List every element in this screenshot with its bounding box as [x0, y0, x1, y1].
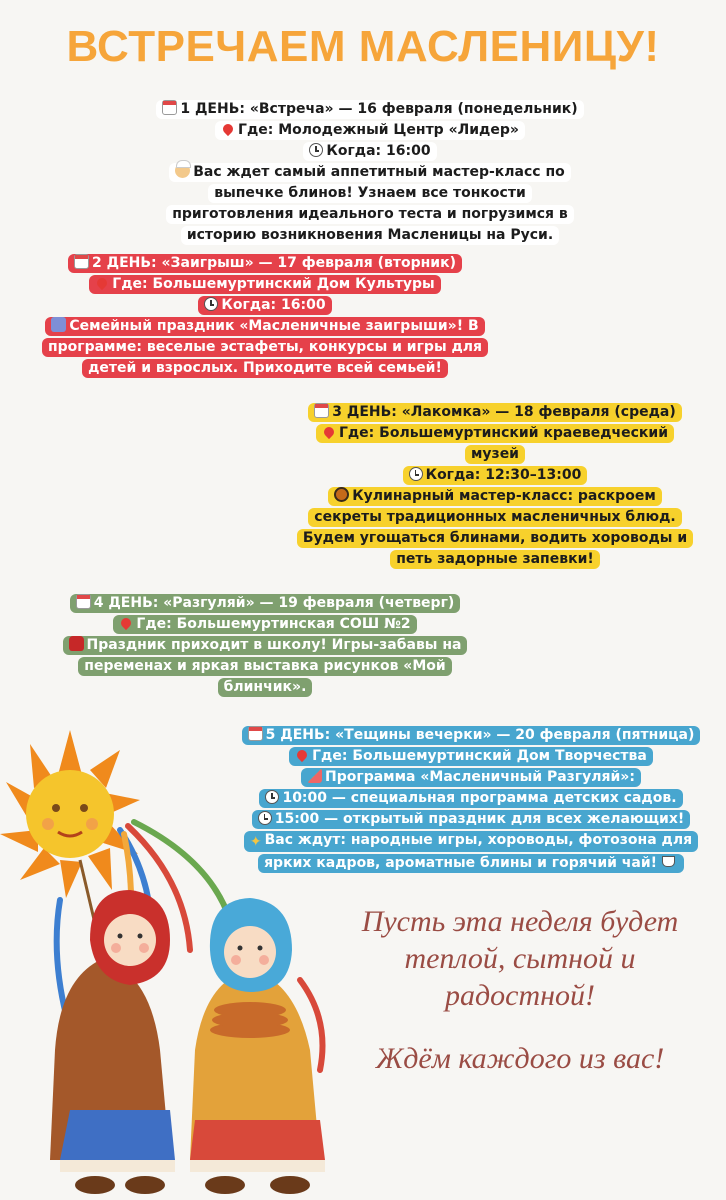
sparkles-icon: ✦	[249, 834, 262, 850]
page-title: ВСТРЕЧАЕМ МАСЛЕНИЦУ!	[66, 22, 660, 71]
calendar-icon	[74, 254, 89, 269]
day-2-where-line	[89, 275, 440, 294]
day-3-where-2: музей	[465, 445, 525, 464]
day-3-desc-2: секреты традиционных масленичных блюд.	[308, 508, 681, 527]
day-3-heading: 3 ДЕНЬ: «Лакомка» — 18 февраля (среда)	[332, 404, 676, 420]
day-4-desc-1: Праздник приходит в школу! Игры-забавы на	[86, 637, 462, 653]
day-3-desc-3: Будем угощаться блинами, водить хороводы и	[297, 529, 693, 548]
family-icon	[51, 317, 66, 332]
pin-icon	[119, 616, 133, 630]
day-3-block	[270, 401, 720, 569]
closing-wish	[330, 903, 710, 1014]
day-4-desc-2: переменах и яркая выставка рисунков «Мой	[78, 657, 451, 676]
pin-icon	[221, 122, 235, 136]
day-4-block	[30, 592, 500, 697]
day-5-desc-1: Вас ждут: народные игры, хороводы, фотозона для	[264, 832, 693, 848]
day-2-when: Когда: 16:00	[221, 297, 326, 313]
clock-icon	[409, 467, 423, 481]
day-5-program: Программа «Масленичный Разгуляй»:	[325, 769, 635, 785]
day-1-desc-4: историю возникновения Масленицы на Руси.	[181, 226, 559, 245]
girl-right	[190, 898, 325, 1194]
day-2-block	[20, 252, 510, 378]
closing-invite: Ждём каждого из вас!	[375, 1042, 665, 1075]
day-4-desc-3: блинчик».	[218, 678, 313, 697]
day-1-heading: 1 ДЕНЬ: «Встреча» — 16 февраля (понедельник)	[180, 101, 578, 117]
pin-icon	[95, 276, 109, 290]
day-2-heading-line	[68, 254, 462, 273]
calendar-icon	[314, 403, 329, 418]
day-5-where: Где: Большемуртинский Дом Творчества	[312, 748, 647, 764]
day-1-desc-3: приготовления идеального теста и погрузимся в	[166, 205, 574, 224]
day-3-where-line	[316, 424, 674, 443]
day-1-desc-line	[169, 163, 571, 182]
day-1-when-line	[303, 142, 436, 161]
day-2-where: Где: Большемуртинский Дом Культуры	[112, 276, 435, 292]
clock-icon	[204, 297, 218, 311]
day-1-desc-2: выпечке блинов! Узнаем все тонкости	[208, 184, 532, 203]
day-2-desc-1: Семейный праздник «Масленичные заигрыши»! В	[69, 318, 479, 334]
day-3-where-1: Где: Большемуртинский краеведческий	[338, 425, 669, 441]
day-1-when: Когда: 16:00	[326, 143, 431, 159]
day-3-desc-4: петь задорные запевки!	[390, 550, 600, 569]
day-5-time-2: 15:00 — открытый праздник для всех желающих!	[274, 811, 685, 827]
backpack-icon	[69, 636, 84, 651]
frying-pan-icon	[334, 487, 349, 502]
day-4-heading-line	[70, 594, 461, 613]
day-2-when-line	[198, 296, 331, 315]
closing-wish-line-2: теплой, сытной и	[404, 942, 636, 975]
day-5-desc-2: ярких кадров, ароматные блины и горячий чай!	[264, 855, 658, 871]
chef-icon	[175, 163, 190, 178]
day-4-desc-line	[63, 636, 468, 655]
day-3-when-line	[403, 466, 588, 485]
day-2-heading: 2 ДЕНЬ: «Заигрыш» — 17 февраля (вторник)	[92, 255, 456, 271]
calendar-icon	[162, 100, 177, 115]
day-3-when: Когда: 12:30–13:00	[425, 467, 582, 483]
maslenitsa-illustration	[0, 730, 360, 1200]
day-1-heading-line	[156, 100, 583, 119]
day-4-heading: 4 ДЕНЬ: «Разгуляй» — 19 февраля (четверг)	[93, 595, 455, 611]
day-3-desc-line	[328, 487, 662, 506]
day-1-where: Где: Молодежный Центр «Лидер»	[238, 122, 519, 138]
day-4-where-line	[113, 615, 416, 634]
day-3-desc-1: Кулинарный мастер-класс: раскроем	[352, 488, 656, 504]
day-5-heading: 5 ДЕНЬ: «Тещины вечерки» — 20 февраля (пятница)	[265, 727, 695, 743]
day-4-where: Где: Большемуртинская СОШ №2	[136, 616, 411, 632]
day-1-desc-1: Вас ждет самый аппетитный мастер-класс по	[193, 164, 565, 180]
hot-drink-icon	[662, 856, 675, 867]
clock-icon	[309, 143, 323, 157]
pin-icon	[322, 425, 336, 439]
girl-left	[50, 890, 175, 1194]
day-5-time-1: 10:00 — специальная программа детских садов.	[282, 790, 677, 806]
day-1-where-line	[215, 121, 525, 140]
sun-illustration	[0, 730, 140, 898]
closing-wish-line-1: Пусть эта неделя будет	[361, 905, 679, 938]
day-2-desc-3: детей и взрослых. Приходите всей семьей!	[82, 359, 448, 378]
day-1-block	[120, 98, 620, 245]
day-3-heading-line	[308, 403, 682, 422]
day-2-desc-line	[45, 317, 484, 336]
calendar-icon	[76, 594, 91, 609]
day-2-desc-2: программе: веселые эстафеты, конкурсы и игры для	[42, 338, 488, 357]
closing-wish-line-3: радостной!	[444, 979, 596, 1012]
